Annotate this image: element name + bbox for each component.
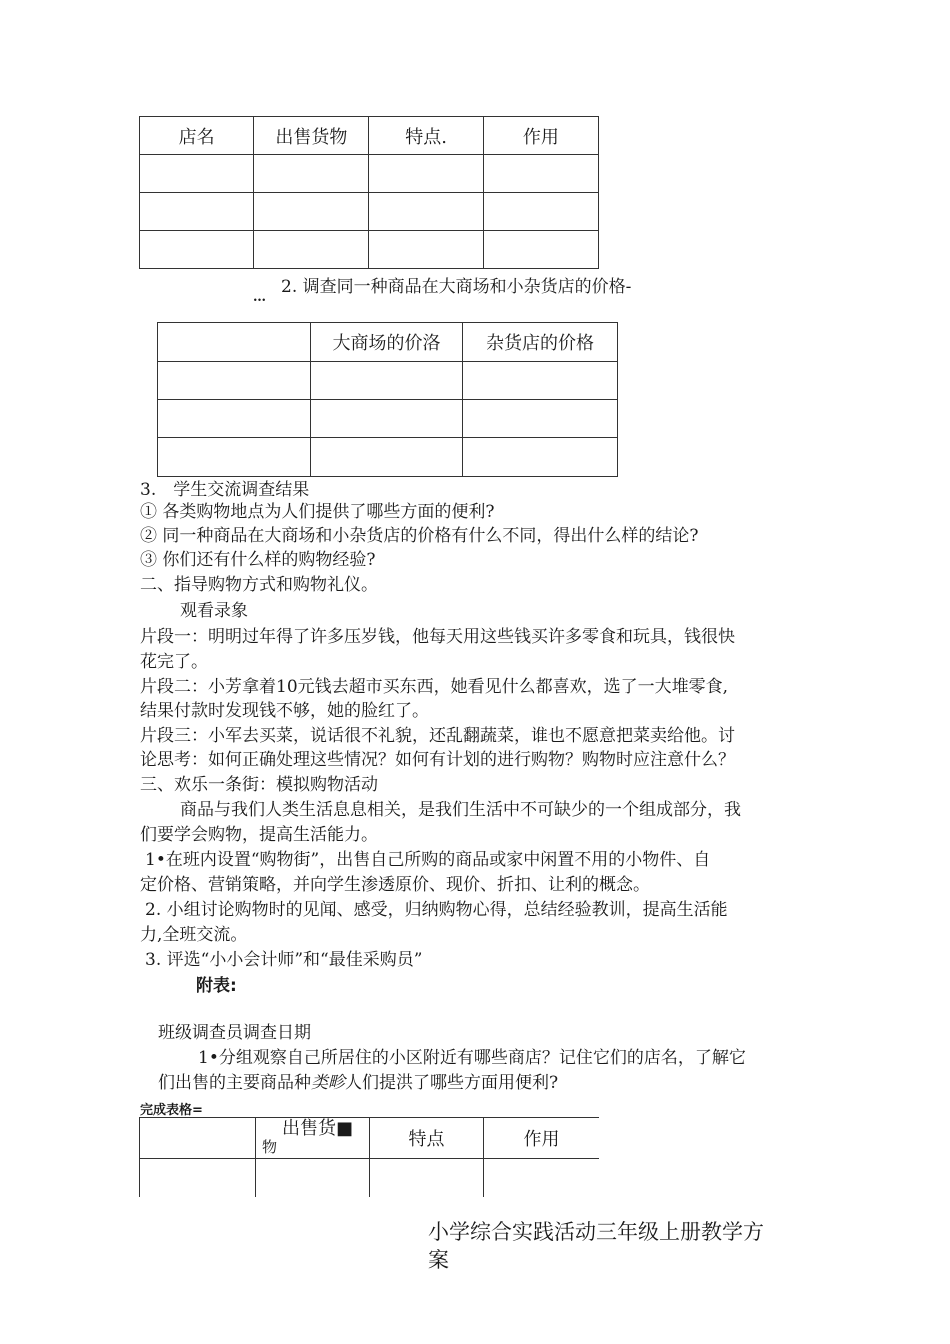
table-cell bbox=[483, 193, 598, 231]
header-part: 物 bbox=[262, 1138, 278, 1156]
table-row bbox=[140, 155, 599, 193]
table-header: 大商场的价洛 bbox=[311, 323, 463, 362]
observation-text: 人们提洪了哪些方面用便利? bbox=[345, 1073, 559, 1093]
section-2-heading: 二、指导购物方式和购物礼仪。 bbox=[140, 575, 378, 595]
table-row bbox=[158, 400, 618, 438]
table-cell bbox=[311, 362, 463, 400]
table-cell bbox=[369, 231, 483, 269]
table-cell bbox=[140, 193, 254, 231]
question-3: ③ 你们还有什么样的购物经验? bbox=[140, 550, 376, 570]
paragraph-line2: 们要学会购物，提高生活能力。 bbox=[140, 825, 378, 845]
table-row bbox=[140, 1159, 600, 1198]
table-cell bbox=[369, 193, 483, 231]
table-cell bbox=[463, 400, 618, 438]
appendix-label: 附表: bbox=[196, 976, 237, 996]
watch-video: 观看录象 bbox=[180, 601, 248, 621]
table-header: 出售货物 bbox=[254, 117, 369, 155]
table-cell bbox=[370, 1159, 484, 1198]
table-header bbox=[140, 1118, 256, 1159]
class-investigator-line: 班级调查员调查日期 bbox=[158, 1023, 311, 1043]
table-header: 杂货店的价格 bbox=[463, 323, 618, 362]
table-cell bbox=[140, 1159, 256, 1198]
document-title bbox=[428, 1218, 764, 1274]
observation-line1: 1•分组观察自己所居住的小区附近有哪些商店？记住它们的店名，了解它 bbox=[198, 1048, 746, 1068]
question-1: ① 各类购物地点为人们提供了哪些方面的便利? bbox=[140, 502, 495, 522]
table-header bbox=[158, 323, 311, 362]
item2-title: 2. 调查同一种商品在大商场和小杂货店的价格- bbox=[281, 277, 632, 297]
activity-1-line2: 定价格、营销策略，并向学生渗透原价、现价、折扣、让利的概念。 bbox=[140, 875, 650, 895]
activity-2-line2: 力,全班交流。 bbox=[140, 925, 248, 945]
section-3-heading: 三、欢乐一条街：模拟购物活动 bbox=[140, 775, 378, 795]
activity-1-line1: 1•在班内设置“购物街”，出售自己所购的商品或家中闲置不用的小物件、自 bbox=[145, 850, 711, 870]
table-cell bbox=[311, 400, 463, 438]
segment-2-line2: 结果付款时发现钱不够，她的脸红了。 bbox=[140, 701, 429, 721]
table-cell bbox=[256, 1159, 370, 1198]
segment-1-line2: 花完了。 bbox=[140, 652, 208, 672]
store-survey-table bbox=[139, 116, 599, 269]
segment-3-line2: 论思考：如何正确处理这些情况？如何有计划的进行购物？购物时应注意什么？ bbox=[140, 750, 735, 770]
table-header: 店名 bbox=[140, 117, 254, 155]
table-row bbox=[140, 193, 599, 231]
table-cell bbox=[140, 155, 254, 193]
table-cell bbox=[463, 362, 618, 400]
table-cell bbox=[140, 231, 254, 269]
activity-3: 3. 评选“小小会计师”和“最佳采购员” bbox=[145, 950, 423, 970]
table-header: 特点. bbox=[369, 117, 483, 155]
table-row bbox=[158, 362, 618, 400]
table-cell bbox=[463, 438, 618, 477]
table-cell bbox=[254, 193, 369, 231]
store-survey-table-2 bbox=[139, 1117, 599, 1197]
observation-line2 bbox=[158, 1071, 558, 1095]
item3: 3. 学生交流调查结果 bbox=[140, 480, 310, 500]
table-cell bbox=[254, 231, 369, 269]
table-cell bbox=[369, 155, 483, 193]
question-2: ② 同一种商品在大商场和小杂货店的价格有什么不同，得出什么样的结论? bbox=[140, 526, 699, 546]
table-cell bbox=[311, 438, 463, 477]
segment-1-line1: 片段一：明明过年得了许多压岁钱，他每天用这些钱买许多零食和玩具，钱很快 bbox=[140, 627, 735, 647]
table-header bbox=[256, 1118, 370, 1159]
table-row bbox=[158, 438, 618, 477]
paragraph-line1: 商品与我们人类生活息息相关，是我们生活中不可缺少的一个组成部分，我 bbox=[180, 800, 741, 820]
title-line1: 小学综合实践活动三年级上册教学方 bbox=[428, 1220, 764, 1244]
table-cell bbox=[254, 155, 369, 193]
observation-text: 们出售的主要商品种 bbox=[158, 1073, 311, 1093]
table-cell bbox=[158, 438, 311, 477]
activity-2-line1: 2. 小组讨论购物时的见闻、感受，归纳购物心得，总结经验教训，提高生活能 bbox=[145, 900, 728, 920]
title-line2: 案 bbox=[428, 1248, 449, 1272]
segment-2-line1: 片段二：小芳拿着10元钱去超市买东西，她看见什么都喜欢，选了一大堆零食, bbox=[140, 677, 729, 697]
table-cell bbox=[158, 362, 311, 400]
table-cell bbox=[484, 1159, 600, 1198]
table-cell bbox=[483, 155, 598, 193]
table-header: 特点 bbox=[370, 1118, 484, 1159]
table-cell bbox=[483, 231, 598, 269]
complete-table-label: 完成表格= bbox=[140, 1103, 203, 1118]
header-part: 出售货■ bbox=[282, 1118, 354, 1139]
table-header: 作用 bbox=[483, 117, 598, 155]
price-compare-table bbox=[157, 322, 618, 477]
table-cell bbox=[158, 400, 311, 438]
segment-3-line1: 片段三：小军去买菜，说话很不礼貌，还乱翻蔬菜，谁也不愿意把菜卖给他。讨 bbox=[140, 726, 735, 746]
observation-text-italic: 类畛 bbox=[311, 1073, 345, 1093]
table-header: 作用 bbox=[484, 1118, 600, 1159]
table-row bbox=[140, 231, 599, 269]
item2-mark: … bbox=[253, 290, 266, 305]
